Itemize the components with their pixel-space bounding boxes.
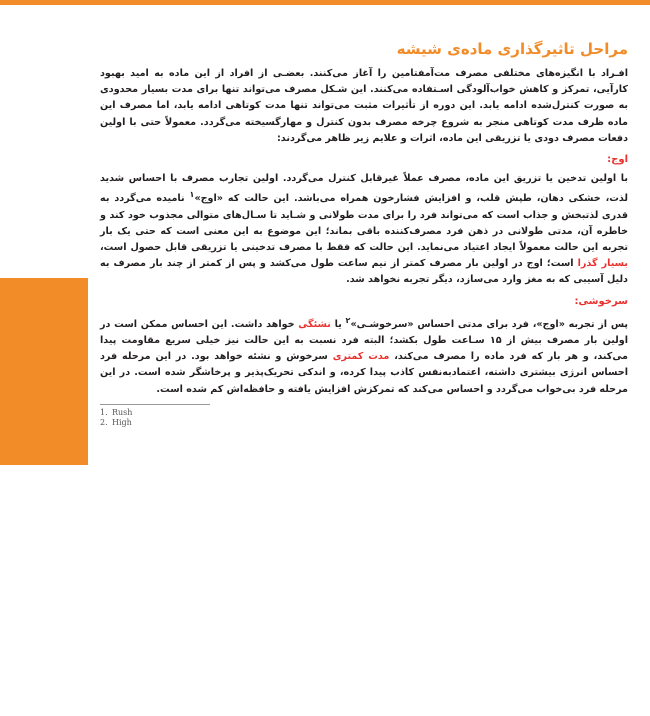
footnote-ref-1: ۱ [189, 190, 195, 200]
high-highlight-1: نشئگی [298, 318, 331, 330]
rush-paragraph [100, 171, 628, 289]
high-highlight-2: مدت کمتری [332, 351, 390, 363]
footnotes [100, 404, 340, 428]
main-text-column [100, 40, 628, 398]
footnote-1 [100, 408, 340, 418]
rush-text-3: است؛ اوج در اولین بار مصرف کمتر از نیم ساعت طول می‌کشد و پس از کمتر از چند بار مصرف به دلیل آسیبی که به مغز وارد می‌سازد، دیگر تجربه نخواهد شد. [100, 258, 628, 286]
rush-text-1: با اولین تدخین یا تزریق این ماده، مصرف عملاً غیرقابل کنترل می‌گردد. اولین تجارب مصرف با احساس شدید لذت، خشکی دهان، طپش قلب، و افزایش فشارخون همراه می‌باشد. این حالت که «اوج» [100, 173, 629, 205]
side-tab-caption [10, 606, 78, 716]
footnote-1-text: Rush [112, 408, 133, 417]
footnote-2 [100, 418, 340, 428]
high-text-2: یا [330, 318, 346, 330]
footnote-2-number: 2. [100, 418, 108, 427]
page-number: ۱۳ [34, 564, 54, 583]
high-paragraph [100, 313, 628, 398]
side-tab-subtitle-1: تول چراغ جادو [35, 632, 46, 690]
footnote-2-text: High [112, 418, 132, 427]
rush-text-2: نامیده می‌گردد به قدری لذتبخش و جذاب است که می‌تواند فرد را برای مدت طولانی و شـاید تا سـال‌های متوالی مجذوب خود کند و خاطره آن، مدتی طولانی در ذهن فرد مصرف‌کننده باقی بماند؛ این موضوع به این معنی است که حتی یک بار تجربه این حالت معمولاً ایجاد اعتیاد می‌نماید. این حالت که فقط با مصرف تدخینی یا تزریقی قابل حصول است، [100, 193, 628, 254]
rush-heading: اوج: [607, 154, 628, 166]
chapter-side-tab [0, 278, 88, 691]
high-heading: سرخوشی: [574, 295, 628, 307]
high-text-4: سرخوش و نشئه خواهد بود. در این مرحله فرد احساس انرژی بیشتری داشته، اعتماد‌به‌نفس کاذب پیدا کرده، و اندکی تحریک‌پذیر و پرخاشگر شده است. در این مرحله فرد بی‌خواب می‌گردد و احساس می‌کند که تمرکزش افزایش یافته و حافظه‌اش کم شده است. [100, 351, 628, 395]
side-tab-subtitle-2: یا اهریمن خفته [20, 631, 31, 691]
footnote-ref-2: ۲ [345, 315, 351, 325]
top-accent-bar [0, 0, 650, 5]
section-title: مراحل تاثیرگذاری ماده‌ی شیشه [396, 40, 628, 58]
intro-paragraph: افـراد با انگیزه‌های مختلفی مصرف مت‌آمفتامین را آغاز می‌کنند. بعضـی از افراد از این ماده به امید بهبود کارآیی، تمرکز و کاهش خواب‌آلودگی اسـتفاده می‌کنند. این شـکل مصرف می‌تواند تنها برای مدت بسیار محدودی به صورت کنترل‌شده ادامه یابد. این دوره از تأثیرات مثبت می‌تواند تنها مدت کوتاهی ادامه یابد، اما مصرف این ماده ظرف مدت کوتاهی منجر به شروع چرخه مصرف بدون کنترل و مهارگسیخته می‌گردد. معمولاً حتی با اولین دفعات مصرف دودی یا تزریقی این ماده، اثرات و علایم زیر ظاهر می‌گردند: [100, 68, 628, 144]
footnote-1-number: 1. [100, 408, 108, 417]
rush-highlight: بسیار گذرا [577, 258, 628, 270]
side-tab-title: شیشه؛ [49, 631, 69, 691]
high-text-3: خواهد داشت. این احساس ممکن است در اولین بار مصرف بیش از ۱۵ سـاعت طول بکشد؛ البته فرد نسبت به این حالت نیز خیلی سریع مقاومت پیدا می‌کند، و هر بار که فرد ماده را مصرف می‌کند، [100, 318, 628, 363]
footnote-divider [100, 404, 210, 405]
high-text-1: پس از تجربه «اوج»، فرد برای مدتی احساس «سرخوشـی» [350, 318, 629, 330]
side-tab-divider [0, 598, 88, 600]
